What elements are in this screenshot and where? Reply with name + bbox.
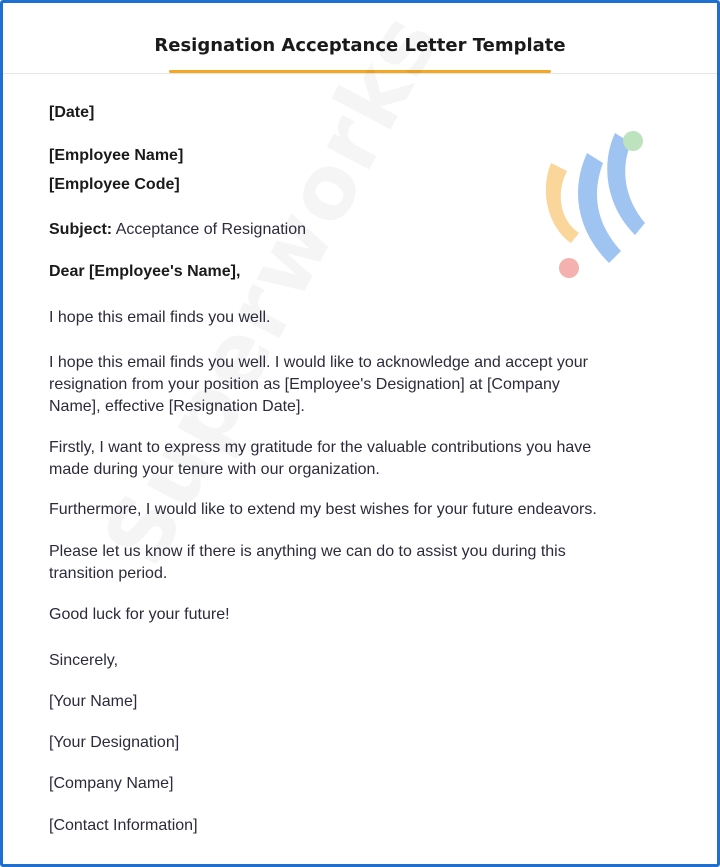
- page-title: Resignation Acceptance Letter Template: [154, 35, 566, 56]
- date-placeholder: [Date]: [49, 104, 95, 121]
- watermark: [83, 0, 459, 581]
- paragraph-line: resignation from your position as [Employee's Designation] at [Company: [49, 376, 560, 393]
- contact-information-placeholder: [Contact Information]: [49, 817, 198, 834]
- paragraph-best-wishes: Furthermore, I would like to extend my best wishes for your future endeavors.: [49, 501, 597, 518]
- salutation: Dear [Employee's Name],: [49, 263, 241, 280]
- paragraph-line: made during your tenure with our organization.: [49, 461, 380, 478]
- paragraph-good-luck: Good luck for your future!: [49, 606, 230, 623]
- subject-line: [49, 219, 679, 241]
- paragraph-line: Name], effective [Resignation Date].: [49, 398, 305, 415]
- paragraph-line: Firstly, I want to express my gratitude for the valuable contributions you have: [49, 439, 592, 456]
- paragraph-line: transition period.: [49, 565, 168, 582]
- closing: Sincerely,: [49, 652, 119, 669]
- employee-code-placeholder: [Employee Code]: [49, 176, 180, 193]
- paragraph-line: I hope this email finds you well. I would like to acknowledge and accept your: [49, 354, 588, 371]
- paragraph-gratitude: [49, 437, 679, 481]
- paragraph-line: Please let us know if there is anything we can do to assist you during this: [49, 543, 566, 560]
- paragraph-assistance: [49, 541, 679, 585]
- title-underline: [169, 70, 551, 73]
- subject-text: Acceptance of Resignation: [112, 221, 307, 238]
- your-name-placeholder: [Your Name]: [49, 693, 138, 710]
- card-header: [3, 3, 717, 74]
- employee-name-placeholder: [Employee Name]: [49, 147, 184, 164]
- subject-label: Subject:: [49, 221, 113, 238]
- paragraph-greeting: I hope this email finds you well.: [49, 309, 271, 326]
- your-designation-placeholder: [Your Designation]: [49, 734, 180, 751]
- paragraph-acknowledgement: [49, 352, 679, 418]
- company-name-placeholder: [Company Name]: [49, 775, 174, 792]
